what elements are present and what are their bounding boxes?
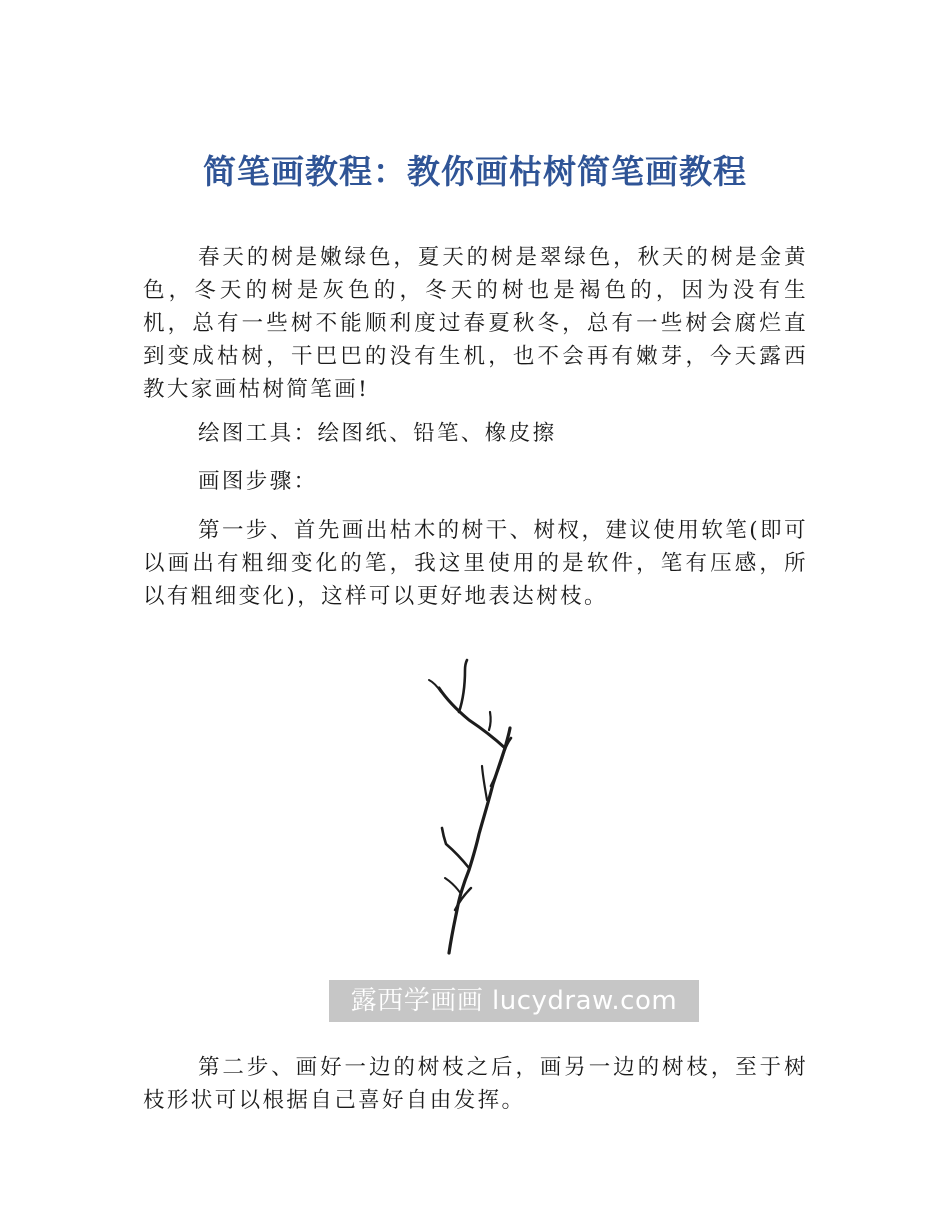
twig-left-low-2 <box>445 878 461 894</box>
step1-illustration <box>329 648 701 1026</box>
step1-paragraph: 第一步、首先画出枯木的树干、树杈，建议使用软笔(即可以画出有粗细变化的笔，我这里使用的是软件，笔有压感，所以有粗细变化)，这样可以更好地表达树枝。 <box>143 518 808 609</box>
watermark-banner: 露西学画画 lucydraw.com <box>329 980 699 1022</box>
step2-paragraph: 第二步、画好一边的树枝之后，画另一边的树枝，至于树枝形状可以根据自己喜好自由发挥。 <box>143 1055 808 1113</box>
tools-paragraph: 绘图工具：绘图纸、铅笔、橡皮擦 <box>198 421 557 446</box>
twig-right-upper <box>489 712 491 730</box>
page-title: 简笔画教程：教你画枯树简笔画教程 <box>203 152 747 191</box>
intro-paragraph: 春天的树是嫩绿色，夏天的树是翠绿色，秋天的树是金黄色，冬天的树是灰色的，冬天的树也是褐色的，因为没有生机，总有一些树不能顺利度过春夏秋冬，总有一些树会腐烂直到变成枯树，干巴巴的没有生机，也不会再有嫩芽，今天露西教大家画枯树简笔画! <box>143 245 808 402</box>
steps-heading: 画图步骤： <box>198 469 318 494</box>
branch-upper <box>439 688 505 748</box>
twig-top-left <box>459 660 467 712</box>
twig-fork-mid <box>482 766 487 800</box>
twig-top-left-small <box>429 680 441 692</box>
twig-left-mid <box>442 828 469 868</box>
tree-branch-drawing <box>329 648 701 978</box>
